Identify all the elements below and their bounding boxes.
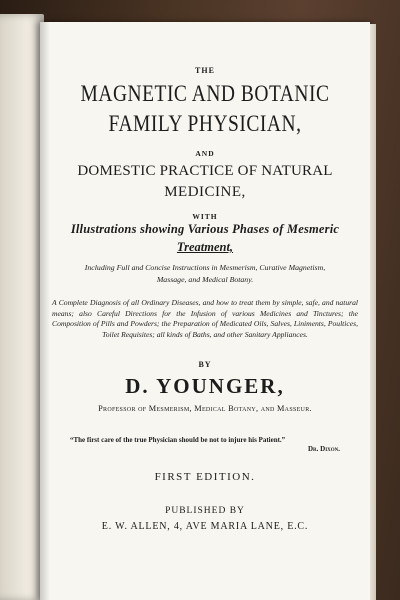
author-name: D. YOUNGER, <box>125 374 285 398</box>
and-label: AND <box>195 149 215 158</box>
illustrations-line-2: Treatment, <box>176 240 234 254</box>
epigraph-quote: “The first care of the true Physician should be not to injure his Patient.” <box>70 436 286 444</box>
title-page <box>40 22 370 600</box>
the-label: THE <box>195 66 215 75</box>
subtitle-line-2: MEDICINE, <box>164 184 246 200</box>
epigraph <box>70 436 340 454</box>
title-line-1: MAGNETIC AND BOTANIC <box>80 81 330 107</box>
published-by-label: PUBLISHED BY <box>165 506 245 516</box>
edition-label: FIRST EDITION. <box>154 471 256 483</box>
illustrations-line-1: Illustrations showing Various Phases of Mesmeric <box>70 222 340 236</box>
title-line-2: FAMILY PHYSICIAN, <box>108 111 302 137</box>
author-profession: Professor of Mesmerism, Medical Botany, and Masseur. <box>98 404 312 413</box>
publisher-imprint: E. W. ALLEN, 4, AVE MARIA LANE, E.C. <box>101 521 309 532</box>
diagnosis-text: A Complete Diagnosis of all Ordinary Diseases, and how to treat them by simple, safe, and natural means; also Careful Directions for the Infusion of various Medicines and Tinctures; the Composition of Pills and Powders; the Preparation of Medicated Oils, Salves, Liniments, Poultices, Toilet Requisites; all kinds of Baths, and other Sanitary Appliances. <box>52 298 358 339</box>
including-text: Including Full and Concise Instructions in Mesmerism, Curative Magnetism, Massage, and Medical Botany. <box>84 263 326 284</box>
subtitle-line-1: DOMESTIC PRACTICE OF NATURAL <box>77 163 333 179</box>
left-page-edge <box>0 14 44 600</box>
by-label: BY <box>198 360 212 369</box>
epigraph-attribution: Dr. Dixon. <box>307 445 340 453</box>
page-stack-edge <box>370 24 376 600</box>
with-label: WITH <box>192 212 218 221</box>
